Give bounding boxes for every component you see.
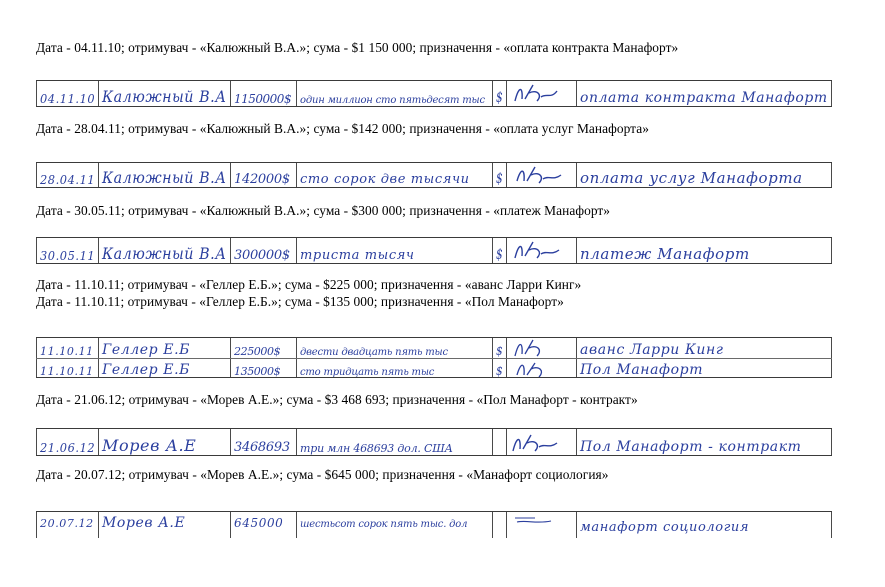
- ledger-currency-cell: [492, 512, 506, 538]
- ledger-signature-cell: [506, 512, 576, 538]
- handwritten-sum-words: шестьсот сорок пять тыс. дол: [300, 519, 468, 530]
- entry-caption: Дата - 20.07.12; отримувач - «Морев А.Е.»; сума - $645 000; призначення - «Манафорт социология»: [36, 467, 609, 482]
- ledger-signature-cell: [506, 338, 576, 358]
- handwritten-currency: $: [496, 343, 504, 358]
- handwritten-purpose: манафорт социология: [580, 520, 750, 535]
- ledger-purpose-cell: [576, 238, 832, 263]
- handwritten-recipient: Морев А.Е: [102, 436, 197, 455]
- handwritten-date: 30.05.11: [40, 249, 96, 263]
- ledger-date-cell: [36, 429, 98, 455]
- signature-scribble: [507, 359, 576, 379]
- ledger-words-cell: [296, 429, 492, 455]
- ledger-currency-cell: [492, 359, 506, 379]
- handwritten-date: 28.04.11: [40, 173, 96, 187]
- ledger-row: [36, 358, 832, 379]
- handwritten-sum-words: один миллион сто пятьдесят тыс: [300, 95, 485, 106]
- ledger-date-cell: [36, 81, 98, 106]
- handwritten-sum-words: сто сорок две тысячи: [300, 172, 470, 187]
- handwritten-date: 11.10.11: [40, 344, 94, 358]
- handwritten-recipient: Калюжный В.А: [102, 244, 227, 263]
- handwritten-currency: $: [496, 169, 504, 187]
- handwritten-currency: $: [496, 88, 504, 106]
- ledger-strip: [36, 511, 832, 538]
- ledger-signature-cell: [506, 81, 576, 106]
- ledger-signature-cell: [506, 238, 576, 263]
- entry-caption: Дата - 21.06.12; отримувач - «Морев А.Е.»; сума - $3 468 693; призначення - «Пол Манафорт - контракт»: [36, 392, 638, 407]
- ledger-date-cell: [36, 359, 98, 379]
- ledger-date-cell: [36, 512, 98, 538]
- handwritten-sum: 3468693: [234, 440, 290, 455]
- handwritten-recipient: Геллер Е.Б: [102, 341, 191, 358]
- ledger-words-cell: [296, 338, 492, 358]
- handwritten-sum: 135000$: [234, 365, 281, 378]
- ledger-sum-cell: [230, 163, 296, 187]
- signature-scribble: [507, 238, 576, 263]
- ledger-strip: [36, 237, 832, 264]
- entry-caption: Дата - 28.04.11; отримувач - «Калюжный В.А.»; сума - $142 000; призначення - «оплата услуг Манафорта»: [36, 121, 649, 136]
- ledger-date-cell: [36, 238, 98, 263]
- handwritten-purpose: аванс Ларри Кинг: [580, 341, 724, 358]
- signature-scribble: [507, 163, 576, 187]
- ledger-words-cell: [296, 512, 492, 538]
- entry-caption: Дата - 11.10.11; отримувач - «Геллер Е.Б.»; сума - $135 000; призначення - «Пол Манафорт»: [36, 294, 564, 309]
- handwritten-purpose: оплата услуг Манафорта: [580, 169, 803, 187]
- ledger-purpose-cell: [576, 359, 832, 379]
- entry-caption: Дата - 11.10.11; отримувач - «Геллер Е.Б.»; сума - $225 000; призначення - «аванс Ларри Кинг»: [36, 277, 582, 292]
- handwritten-sum: 300000$: [234, 248, 290, 263]
- ledger-currency-cell: [492, 238, 506, 263]
- ledger-row: [36, 512, 832, 538]
- handwritten-currency: $: [496, 364, 504, 378]
- handwritten-recipient: Геллер Е.Б: [102, 362, 191, 378]
- ledger-sum-cell: [230, 512, 296, 538]
- ledger-words-cell: [296, 163, 492, 187]
- ledger-purpose-cell: [576, 163, 832, 187]
- ledger-name-cell: [98, 163, 230, 187]
- ledger-row: [36, 429, 832, 455]
- handwritten-purpose: платеж Манафорт: [580, 245, 750, 263]
- ledger-signature-cell: [506, 359, 576, 379]
- ledger-purpose-cell: [576, 81, 832, 106]
- handwritten-sum: 142000$: [234, 172, 290, 187]
- ledger-row: [36, 338, 832, 358]
- ledger-name-cell: [98, 238, 230, 263]
- handwritten-date: 04.11.10: [40, 92, 96, 106]
- handwritten-purpose: оплата контракта Манафорт: [580, 90, 828, 106]
- handwritten-sum-words: три млн 468693 дол. США: [300, 442, 453, 455]
- ledger-row: [36, 81, 832, 106]
- handwritten-sum: 645000: [234, 516, 284, 530]
- ledger-strip: [36, 337, 832, 378]
- ledger-purpose-cell: [576, 512, 832, 538]
- ledger-purpose-cell: [576, 429, 832, 455]
- ledger-signature-cell: [506, 163, 576, 187]
- signature-scribble: [507, 429, 576, 455]
- ledger-name-cell: [98, 81, 230, 106]
- handwritten-sum-words: двести двадцать пять тыс: [300, 346, 448, 358]
- handwritten-purpose: Пол Манафорт: [580, 362, 704, 378]
- ledger-currency-cell: [492, 81, 506, 106]
- ledger-sum-cell: [230, 338, 296, 358]
- handwritten-sum-words: сто тридцать пять тыс: [300, 367, 435, 378]
- handwritten-sum: 1150000$: [234, 92, 292, 106]
- ledger-strip: [36, 80, 832, 107]
- ledger-currency-cell: [492, 429, 506, 455]
- ledger-sum-cell: [230, 238, 296, 263]
- handwritten-date: 20.07.12: [40, 517, 94, 530]
- ledger-words-cell: [296, 238, 492, 263]
- ledger-words-cell: [296, 359, 492, 379]
- handwritten-sum-words: триста тысяч: [300, 248, 415, 263]
- handwritten-recipient: Калюжный В.А: [102, 168, 227, 187]
- ledger-strip: [36, 428, 832, 456]
- ledger-row: [36, 163, 832, 187]
- signature-scribble: [507, 512, 576, 538]
- ledger-currency-cell: [492, 163, 506, 187]
- ledger-row: [36, 238, 832, 263]
- ledger-currency-cell: [492, 338, 506, 358]
- ledger-purpose-cell: [576, 338, 832, 358]
- signature-scribble: [507, 81, 576, 106]
- ledger-name-cell: [98, 359, 230, 379]
- handwritten-date: 11.10.11: [40, 365, 94, 378]
- handwritten-purpose: Пол Манафорт - контракт: [580, 439, 802, 455]
- ledger-name-cell: [98, 429, 230, 455]
- handwritten-recipient: Морев А.Е: [102, 515, 186, 531]
- ledger-signature-cell: [506, 429, 576, 455]
- handwritten-date: 21.06.12: [40, 441, 96, 455]
- signature-scribble: [507, 338, 576, 358]
- ledger-sum-cell: [230, 81, 296, 106]
- ledger-strip: [36, 162, 832, 188]
- handwritten-currency: $: [496, 245, 504, 263]
- entry-caption: Дата - 30.05.11; отримувач - «Калюжный В.А.»; сума - $300 000; призначення - «платеж Манафорт»: [36, 203, 611, 218]
- ledger-date-cell: [36, 338, 98, 358]
- ledger-name-cell: [98, 512, 230, 538]
- ledger-words-cell: [296, 81, 492, 106]
- ledger-date-cell: [36, 163, 98, 187]
- ledger-name-cell: [98, 338, 230, 358]
- handwritten-recipient: Калюжный В.А: [102, 87, 227, 106]
- entry-caption: Дата - 04.11.10; отримувач - «Калюжный В.А.»; сума - $1 150 000; призначення - «оплата контракта Манафорт»: [36, 40, 679, 55]
- handwritten-sum: 225000$: [234, 344, 281, 358]
- ledger-sum-cell: [230, 359, 296, 379]
- ledger-sum-cell: [230, 429, 296, 455]
